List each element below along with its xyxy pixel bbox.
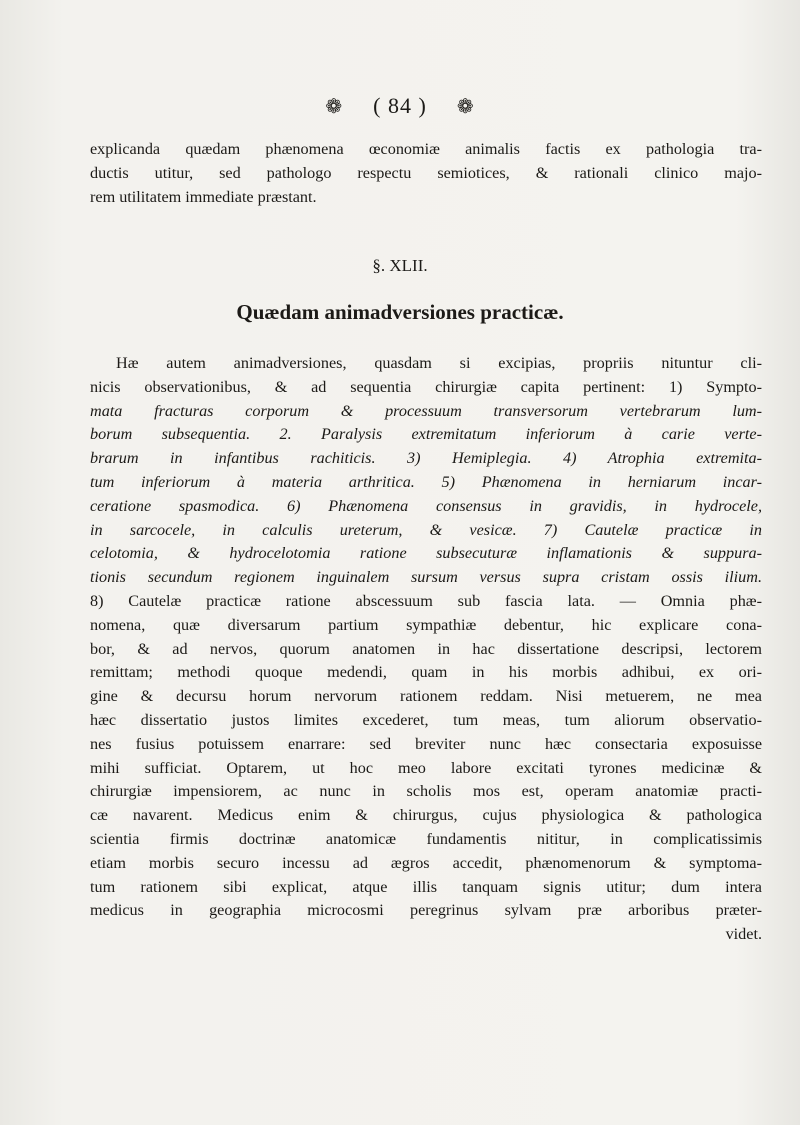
text-line: hæc dissertatio justos limites excederet, tum meas, tum aliorum observatio- [90,710,762,729]
text-line: nicis observationibus, & ad sequentia chirurgiæ capita pertinent: 1) Sympto- [90,377,762,396]
section-number: §. XLII. [372,256,428,275]
flower-ornament-icon: ❁ [456,95,475,118]
intro-paragraph [90,138,762,209]
text-line: medicus in geographia microcosmi peregrinus sylvam præ arboribus præter- [90,901,762,920]
text-line: chirurgiæ impensiorem, ac nunc in scholis mos est, operam anatomiæ practi- [90,782,762,801]
text-line: Hæ autem animadversiones, quasdam si excipias, propriis nituntur cli- [116,354,762,372]
text-line: nomena, quæ diversarum partium sympathiæ debentur, hic explicare cona- [90,615,762,634]
text-line: bor, & ad nervos, quorum anatomen in hac dissertatione descripsi, lectorem [90,639,762,658]
text-line: brarum in infantibus rachiticis. 3) Hemiplegia. 4) Atrophia extremita- [90,449,762,468]
text-line: ductis utitur, sed pathologo respectu semiotices, & rationali clinico majo- [90,163,762,182]
text-line: in sarcocele, in calculis ureterum, & vesicæ. 7) Cautelæ practicæ in [90,520,762,539]
text-line: remittam; methodi quoque medendi, quam in his morbis adhibui, ex ori- [90,663,762,682]
text-line: scientia firmis doctrinæ anatomicæ fundamentis nititur, in complicatissimis [90,829,762,848]
text-line: tum rationem sibi explicat, atque illis tanquam signis utitur; dum intera [90,877,762,896]
text-line: tum inferiorum à materia arthritica. 5) Phænomena in herniarum incar- [90,472,762,491]
catchword: videt. [725,925,762,944]
text-line: gine & decursu horum nervorum rationem reddam. Nisi metuerem, ne mea [90,687,762,706]
text-line: etiam morbis securo incessu ad ægros accedit, phænomenorum & symptoma- [90,853,762,872]
text-line: ceratione spasmodica. 6) Phænomena consensus in gravidis, in hydrocele, [90,496,762,515]
text-line: mihi sufficiat. Optarem, ut hoc meo labore excitati tyrones medicinæ & [90,758,762,777]
text-line: explicanda quædam phænomena œconomiæ animalis factis ex pathologia tra- [90,140,762,158]
text-line: celotomia, & hydrocelotomia ratione subsecuturæ inflamationis & suppura- [90,544,762,563]
running-header [0,88,800,124]
text-line: mata fracturas corporum & processuum transversorum vertebrarum lum- [90,401,762,420]
page-number: ( 84 ) [373,93,427,118]
text-line: 8) Cautelæ practicæ ratione abscessuum sub fascia lata. — Omnia phæ- [90,591,762,610]
body-paragraph [90,352,762,947]
text-line: cæ navarent. Medicus enim & chirurgus, cujus physiologica & pathologica [90,806,762,825]
text-line: nes fusius potuissem enarrare: sed breviter nunc hæc consectaria exposuisse [90,734,762,753]
section-heading: Quædam animadversiones practicæ. [236,300,564,324]
text-line: tionis secundum regionem inguinalem sursum versus supra cristam ossis ilium. [90,568,762,587]
flower-ornament-icon: ❁ [325,95,344,118]
text-line: borum subsequentia. 2. Paralysis extremitatum inferiorum à carie verte- [90,425,762,444]
text-line: rem utilitatem immediate præstant. [90,187,317,206]
